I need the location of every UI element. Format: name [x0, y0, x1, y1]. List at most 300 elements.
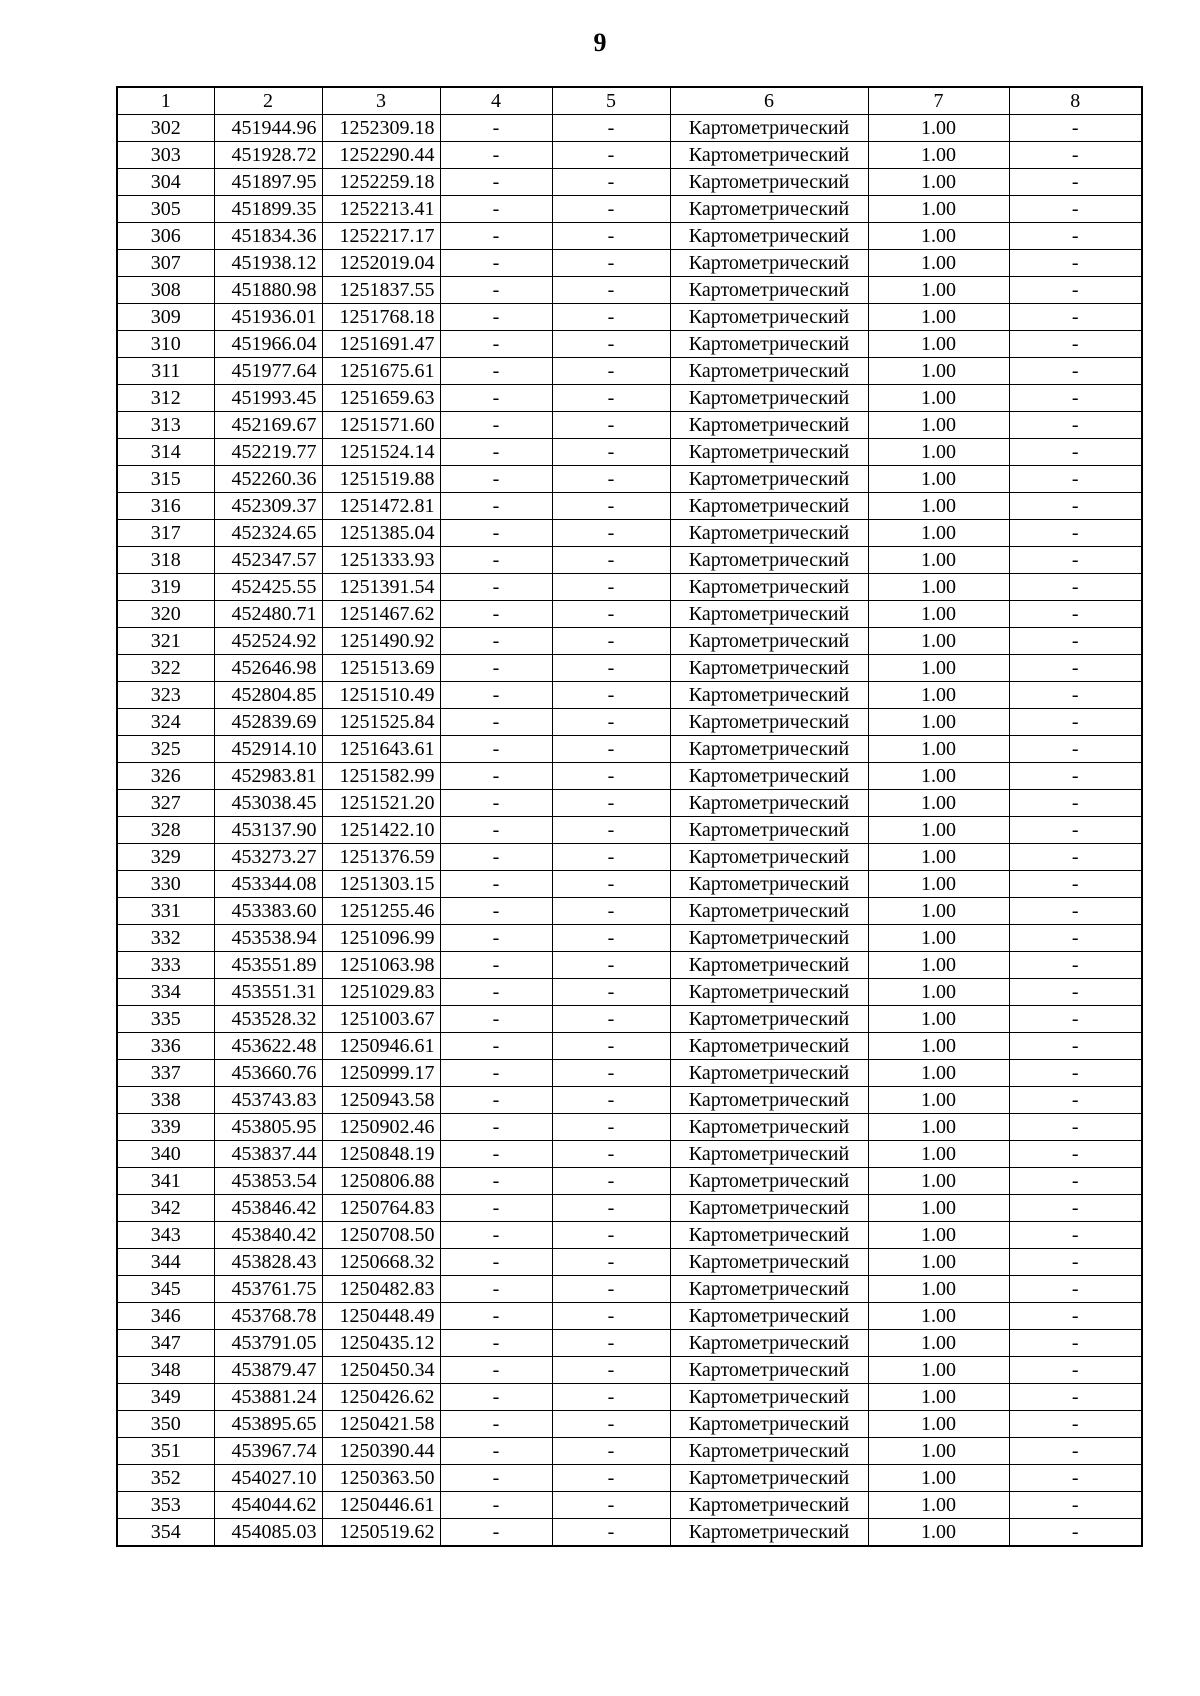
y-coordinate-cell: 1250363.50 [322, 1465, 440, 1492]
col-4-value-cell: - [440, 925, 552, 952]
x-coordinate-cell: 453791.05 [214, 1330, 322, 1357]
col-4-value-cell: - [440, 115, 552, 142]
col-8-value-cell: - [1009, 250, 1142, 277]
col-5-value-cell: - [552, 1384, 670, 1411]
x-coordinate-cell: 454027.10 [214, 1465, 322, 1492]
method-cell: Картометрический [670, 709, 868, 736]
method-cell: Картометрический [670, 628, 868, 655]
col-4-value-cell: - [440, 1276, 552, 1303]
col-8-value-cell: - [1009, 277, 1142, 304]
y-coordinate-cell: 1251096.99 [322, 925, 440, 952]
method-cell: Картометрический [670, 1087, 868, 1114]
point-number-cell: 344 [117, 1249, 214, 1276]
accuracy-cell: 1.00 [868, 628, 1009, 655]
accuracy-cell: 1.00 [868, 547, 1009, 574]
accuracy-cell: 1.00 [868, 1492, 1009, 1519]
point-number-cell: 346 [117, 1303, 214, 1330]
col-5-value-cell: - [552, 1303, 670, 1330]
col-5-value-cell: - [552, 925, 670, 952]
col-4-value-cell: - [440, 1195, 552, 1222]
table-row [117, 547, 1142, 574]
point-number-cell: 324 [117, 709, 214, 736]
point-number-cell: 323 [117, 682, 214, 709]
y-coordinate-cell: 1250708.50 [322, 1222, 440, 1249]
col-8-value-cell: - [1009, 439, 1142, 466]
table-row [117, 682, 1142, 709]
accuracy-cell: 1.00 [868, 1276, 1009, 1303]
page-number: 9 [593, 28, 607, 57]
col-5-value-cell: - [552, 979, 670, 1006]
col-5-value-cell: - [552, 304, 670, 331]
col-5-value-cell: - [552, 1033, 670, 1060]
point-number-cell: 327 [117, 790, 214, 817]
col-5-value-cell: - [552, 115, 670, 142]
table-row [117, 1006, 1142, 1033]
x-coordinate-cell: 451897.95 [214, 169, 322, 196]
accuracy-cell: 1.00 [868, 1087, 1009, 1114]
x-coordinate-cell: 451977.64 [214, 358, 322, 385]
col-4-value-cell: - [440, 898, 552, 925]
accuracy-cell: 1.00 [868, 1195, 1009, 1222]
col-4-value-cell: - [440, 1141, 552, 1168]
col-4-value-cell: - [440, 1006, 552, 1033]
col-5-value-cell: - [552, 898, 670, 925]
method-cell: Картометрический [670, 304, 868, 331]
point-number-cell: 302 [117, 115, 214, 142]
col-8-value-cell: - [1009, 1033, 1142, 1060]
accuracy-cell: 1.00 [868, 250, 1009, 277]
point-number-cell: 317 [117, 520, 214, 547]
x-coordinate-cell: 452260.36 [214, 466, 322, 493]
col-4-value-cell: - [440, 844, 552, 871]
col-5-value-cell: - [552, 439, 670, 466]
x-coordinate-cell: 452309.37 [214, 493, 322, 520]
col-4-value-cell: - [440, 1033, 552, 1060]
y-coordinate-cell: 1250519.62 [322, 1519, 440, 1547]
x-coordinate-cell: 452324.65 [214, 520, 322, 547]
accuracy-cell: 1.00 [868, 1384, 1009, 1411]
method-cell: Картометрический [670, 601, 868, 628]
y-coordinate-cell: 1250806.88 [322, 1168, 440, 1195]
method-cell: Картометрический [670, 1276, 868, 1303]
col-4-value-cell: - [440, 1060, 552, 1087]
method-cell: Картометрический [670, 871, 868, 898]
y-coordinate-cell: 1251391.54 [322, 574, 440, 601]
col-4-value-cell: - [440, 358, 552, 385]
y-coordinate-cell: 1251837.55 [322, 277, 440, 304]
accuracy-cell: 1.00 [868, 736, 1009, 763]
method-cell: Картометрический [670, 1411, 868, 1438]
col-5-value-cell: - [552, 466, 670, 493]
x-coordinate-cell: 453828.43 [214, 1249, 322, 1276]
accuracy-cell: 1.00 [868, 1438, 1009, 1465]
table-row [117, 1087, 1142, 1114]
x-coordinate-cell: 453761.75 [214, 1276, 322, 1303]
table-row [117, 331, 1142, 358]
col-4-value-cell: - [440, 1303, 552, 1330]
y-coordinate-cell: 1252309.18 [322, 115, 440, 142]
y-coordinate-cell: 1251582.99 [322, 763, 440, 790]
accuracy-cell: 1.00 [868, 925, 1009, 952]
col-4-value-cell: - [440, 601, 552, 628]
col-8-value-cell: - [1009, 790, 1142, 817]
method-cell: Картометрический [670, 817, 868, 844]
method-cell: Картометрический [670, 115, 868, 142]
table-row [117, 817, 1142, 844]
method-cell: Картометрический [670, 331, 868, 358]
point-number-cell: 319 [117, 574, 214, 601]
col-8-value-cell: - [1009, 574, 1142, 601]
method-cell: Картометрический [670, 1357, 868, 1384]
col-8-value-cell: - [1009, 898, 1142, 925]
point-number-cell: 303 [117, 142, 214, 169]
table-row [117, 196, 1142, 223]
col-8-value-cell: - [1009, 1141, 1142, 1168]
x-coordinate-cell: 452839.69 [214, 709, 322, 736]
x-coordinate-cell: 453846.42 [214, 1195, 322, 1222]
col-8-value-cell: - [1009, 520, 1142, 547]
x-coordinate-cell: 453895.65 [214, 1411, 322, 1438]
y-coordinate-cell: 1250848.19 [322, 1141, 440, 1168]
table-row [117, 1141, 1142, 1168]
table-row [117, 142, 1142, 169]
col-4-value-cell: - [440, 493, 552, 520]
method-cell: Картометрический [670, 1222, 868, 1249]
point-number-cell: 309 [117, 304, 214, 331]
accuracy-cell: 1.00 [868, 304, 1009, 331]
col-8-value-cell: - [1009, 1411, 1142, 1438]
y-coordinate-cell: 1251385.04 [322, 520, 440, 547]
method-cell: Картометрический [670, 1519, 868, 1547]
table-row [117, 520, 1142, 547]
x-coordinate-cell: 453660.76 [214, 1060, 322, 1087]
x-coordinate-cell: 453743.83 [214, 1087, 322, 1114]
y-coordinate-cell: 1250446.61 [322, 1492, 440, 1519]
col-5-value-cell: - [552, 817, 670, 844]
col-4-value-cell: - [440, 466, 552, 493]
col-4-value-cell: - [440, 979, 552, 1006]
y-coordinate-cell: 1252259.18 [322, 169, 440, 196]
column-header: 8 [1009, 87, 1142, 115]
method-cell: Картометрический [670, 412, 868, 439]
point-number-cell: 313 [117, 412, 214, 439]
table-row [117, 979, 1142, 1006]
col-5-value-cell: - [552, 1492, 670, 1519]
point-number-cell: 305 [117, 196, 214, 223]
y-coordinate-cell: 1251510.49 [322, 682, 440, 709]
point-number-cell: 308 [117, 277, 214, 304]
col-8-value-cell: - [1009, 979, 1142, 1006]
point-number-cell: 332 [117, 925, 214, 952]
point-number-cell: 345 [117, 1276, 214, 1303]
col-5-value-cell: - [552, 250, 670, 277]
point-number-cell: 343 [117, 1222, 214, 1249]
x-coordinate-cell: 451880.98 [214, 277, 322, 304]
table-row [117, 1168, 1142, 1195]
col-8-value-cell: - [1009, 871, 1142, 898]
x-coordinate-cell: 453344.08 [214, 871, 322, 898]
table-row [117, 1222, 1142, 1249]
col-5-value-cell: - [552, 493, 670, 520]
x-coordinate-cell: 452169.67 [214, 412, 322, 439]
x-coordinate-cell: 453853.54 [214, 1168, 322, 1195]
accuracy-cell: 1.00 [868, 790, 1009, 817]
col-8-value-cell: - [1009, 466, 1142, 493]
col-8-value-cell: - [1009, 655, 1142, 682]
table-row [117, 1195, 1142, 1222]
col-8-value-cell: - [1009, 601, 1142, 628]
col-5-value-cell: - [552, 358, 670, 385]
col-8-value-cell: - [1009, 1087, 1142, 1114]
point-number-cell: 322 [117, 655, 214, 682]
method-cell: Картометрический [670, 358, 868, 385]
method-cell: Картометрический [670, 655, 868, 682]
x-coordinate-cell: 453837.44 [214, 1141, 322, 1168]
table-row [117, 358, 1142, 385]
point-number-cell: 321 [117, 628, 214, 655]
y-coordinate-cell: 1251571.60 [322, 412, 440, 439]
col-8-value-cell: - [1009, 1195, 1142, 1222]
table-row [117, 1303, 1142, 1330]
table-row [117, 655, 1142, 682]
point-number-cell: 318 [117, 547, 214, 574]
table-row [117, 1465, 1142, 1492]
col-5-value-cell: - [552, 952, 670, 979]
col-8-value-cell: - [1009, 142, 1142, 169]
y-coordinate-cell: 1250421.58 [322, 1411, 440, 1438]
table-row [117, 277, 1142, 304]
point-number-cell: 351 [117, 1438, 214, 1465]
table-row [117, 439, 1142, 466]
col-8-value-cell: - [1009, 1519, 1142, 1547]
table-row [117, 925, 1142, 952]
col-4-value-cell: - [440, 412, 552, 439]
col-4-value-cell: - [440, 628, 552, 655]
column-header: 7 [868, 87, 1009, 115]
col-4-value-cell: - [440, 331, 552, 358]
method-cell: Картометрический [670, 763, 868, 790]
col-5-value-cell: - [552, 790, 670, 817]
col-4-value-cell: - [440, 1330, 552, 1357]
accuracy-cell: 1.00 [868, 1222, 1009, 1249]
col-5-value-cell: - [552, 709, 670, 736]
col-4-value-cell: - [440, 439, 552, 466]
y-coordinate-cell: 1251691.47 [322, 331, 440, 358]
y-coordinate-cell: 1251376.59 [322, 844, 440, 871]
col-5-value-cell: - [552, 1465, 670, 1492]
accuracy-cell: 1.00 [868, 1357, 1009, 1384]
col-5-value-cell: - [552, 277, 670, 304]
col-4-value-cell: - [440, 952, 552, 979]
accuracy-cell: 1.00 [868, 115, 1009, 142]
method-cell: Картометрический [670, 1168, 868, 1195]
table-row [117, 466, 1142, 493]
point-number-cell: 339 [117, 1114, 214, 1141]
col-8-value-cell: - [1009, 1303, 1142, 1330]
accuracy-cell: 1.00 [868, 682, 1009, 709]
col-5-value-cell: - [552, 1168, 670, 1195]
y-coordinate-cell: 1251659.63 [322, 385, 440, 412]
table-row [117, 412, 1142, 439]
point-number-cell: 329 [117, 844, 214, 871]
col-5-value-cell: - [552, 871, 670, 898]
point-number-cell: 335 [117, 1006, 214, 1033]
col-4-value-cell: - [440, 277, 552, 304]
col-4-value-cell: - [440, 169, 552, 196]
y-coordinate-cell: 1252217.17 [322, 223, 440, 250]
y-coordinate-cell: 1251521.20 [322, 790, 440, 817]
point-number-cell: 336 [117, 1033, 214, 1060]
accuracy-cell: 1.00 [868, 169, 1009, 196]
y-coordinate-cell: 1250482.83 [322, 1276, 440, 1303]
method-cell: Картометрический [670, 952, 868, 979]
col-4-value-cell: - [440, 817, 552, 844]
table-row [117, 790, 1142, 817]
table-row [117, 1114, 1142, 1141]
x-coordinate-cell: 451966.04 [214, 331, 322, 358]
point-number-cell: 347 [117, 1330, 214, 1357]
y-coordinate-cell: 1251063.98 [322, 952, 440, 979]
accuracy-cell: 1.00 [868, 1330, 1009, 1357]
x-coordinate-cell: 453383.60 [214, 898, 322, 925]
point-number-cell: 310 [117, 331, 214, 358]
method-cell: Картометрический [670, 790, 868, 817]
method-cell: Картометрический [670, 196, 868, 223]
x-coordinate-cell: 453528.32 [214, 1006, 322, 1033]
table-row [117, 1330, 1142, 1357]
table-row [117, 1492, 1142, 1519]
col-8-value-cell: - [1009, 763, 1142, 790]
col-4-value-cell: - [440, 547, 552, 574]
method-cell: Картометрический [670, 1141, 868, 1168]
col-5-value-cell: - [552, 331, 670, 358]
y-coordinate-cell: 1251422.10 [322, 817, 440, 844]
point-number-cell: 311 [117, 358, 214, 385]
col-5-value-cell: - [552, 763, 670, 790]
col-8-value-cell: - [1009, 493, 1142, 520]
col-5-value-cell: - [552, 1087, 670, 1114]
y-coordinate-cell: 1250668.32 [322, 1249, 440, 1276]
col-8-value-cell: - [1009, 385, 1142, 412]
point-number-cell: 315 [117, 466, 214, 493]
method-cell: Картометрический [670, 1006, 868, 1033]
col-5-value-cell: - [552, 628, 670, 655]
table-row [117, 952, 1142, 979]
table-row [117, 628, 1142, 655]
column-header: 5 [552, 87, 670, 115]
x-coordinate-cell: 453551.31 [214, 979, 322, 1006]
method-cell: Картометрический [670, 898, 868, 925]
col-8-value-cell: - [1009, 682, 1142, 709]
method-cell: Картометрический [670, 979, 868, 1006]
table-row [117, 1384, 1142, 1411]
accuracy-cell: 1.00 [868, 1411, 1009, 1438]
method-cell: Картометрический [670, 682, 868, 709]
table-row [117, 844, 1142, 871]
column-header: 4 [440, 87, 552, 115]
y-coordinate-cell: 1251003.67 [322, 1006, 440, 1033]
y-coordinate-cell: 1251472.81 [322, 493, 440, 520]
x-coordinate-cell: 452425.55 [214, 574, 322, 601]
accuracy-cell: 1.00 [868, 844, 1009, 871]
col-4-value-cell: - [440, 1087, 552, 1114]
col-8-value-cell: - [1009, 1114, 1142, 1141]
point-number-cell: 316 [117, 493, 214, 520]
col-4-value-cell: - [440, 385, 552, 412]
col-4-value-cell: - [440, 790, 552, 817]
point-number-cell: 306 [117, 223, 214, 250]
table-row [117, 493, 1142, 520]
accuracy-cell: 1.00 [868, 331, 1009, 358]
col-4-value-cell: - [440, 709, 552, 736]
col-4-value-cell: - [440, 1222, 552, 1249]
accuracy-cell: 1.00 [868, 493, 1009, 520]
x-coordinate-cell: 453551.89 [214, 952, 322, 979]
col-5-value-cell: - [552, 547, 670, 574]
col-5-value-cell: - [552, 223, 670, 250]
col-8-value-cell: - [1009, 1168, 1142, 1195]
method-cell: Картометрический [670, 1438, 868, 1465]
method-cell: Картометрический [670, 1060, 868, 1087]
col-8-value-cell: - [1009, 547, 1142, 574]
x-coordinate-cell: 452219.77 [214, 439, 322, 466]
y-coordinate-cell: 1250450.34 [322, 1357, 440, 1384]
point-number-cell: 348 [117, 1357, 214, 1384]
y-coordinate-cell: 1250999.17 [322, 1060, 440, 1087]
x-coordinate-cell: 451928.72 [214, 142, 322, 169]
col-4-value-cell: - [440, 250, 552, 277]
col-8-value-cell: - [1009, 709, 1142, 736]
table-row [117, 1060, 1142, 1087]
accuracy-cell: 1.00 [868, 1168, 1009, 1195]
point-number-cell: 304 [117, 169, 214, 196]
y-coordinate-cell: 1251255.46 [322, 898, 440, 925]
y-coordinate-cell: 1251029.83 [322, 979, 440, 1006]
x-coordinate-cell: 452480.71 [214, 601, 322, 628]
point-number-cell: 338 [117, 1087, 214, 1114]
accuracy-cell: 1.00 [868, 439, 1009, 466]
y-coordinate-cell: 1252290.44 [322, 142, 440, 169]
y-coordinate-cell: 1250943.58 [322, 1087, 440, 1114]
accuracy-cell: 1.00 [868, 223, 1009, 250]
col-8-value-cell: - [1009, 1060, 1142, 1087]
x-coordinate-cell: 453538.94 [214, 925, 322, 952]
accuracy-cell: 1.00 [868, 466, 1009, 493]
col-4-value-cell: - [440, 1411, 552, 1438]
table-row [117, 1276, 1142, 1303]
point-number-cell: 341 [117, 1168, 214, 1195]
col-4-value-cell: - [440, 1519, 552, 1547]
method-cell: Картометрический [670, 547, 868, 574]
col-4-value-cell: - [440, 574, 552, 601]
method-cell: Картометрический [670, 439, 868, 466]
col-8-value-cell: - [1009, 1492, 1142, 1519]
x-coordinate-cell: 451899.35 [214, 196, 322, 223]
col-8-value-cell: - [1009, 115, 1142, 142]
x-coordinate-cell: 452804.85 [214, 682, 322, 709]
point-number-cell: 326 [117, 763, 214, 790]
method-cell: Картометрический [670, 169, 868, 196]
point-number-cell: 312 [117, 385, 214, 412]
point-number-cell: 331 [117, 898, 214, 925]
col-8-value-cell: - [1009, 1438, 1142, 1465]
method-cell: Картометрический [670, 1249, 868, 1276]
col-8-value-cell: - [1009, 628, 1142, 655]
col-5-value-cell: - [552, 1006, 670, 1033]
y-coordinate-cell: 1251643.61 [322, 736, 440, 763]
y-coordinate-cell: 1250435.12 [322, 1330, 440, 1357]
accuracy-cell: 1.00 [868, 1141, 1009, 1168]
